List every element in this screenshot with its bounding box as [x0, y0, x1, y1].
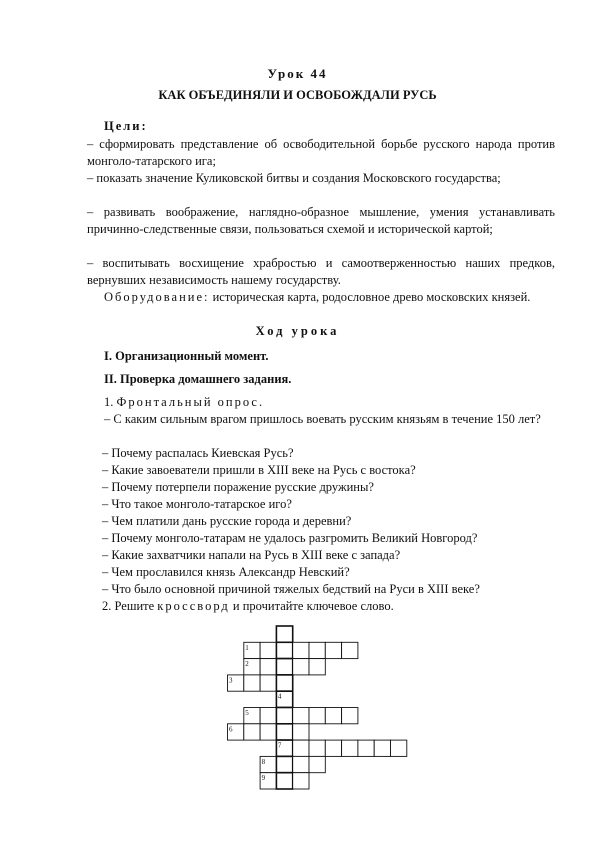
- crossword-cell[interactable]: [260, 724, 276, 740]
- goal-item-2: – показать значение Куликовской битвы и создания Московского государства;: [87, 171, 501, 185]
- crossword-cell[interactable]: [309, 740, 325, 756]
- crossword-number-label: 9: [261, 774, 266, 783]
- crossword-cell[interactable]: [260, 708, 276, 724]
- question-5: – Что такое монголо-татарское иго?: [102, 497, 292, 511]
- goal-item-3: – развивать воображение, наглядно-образное мышление, умения устанавливать причинно-следственные связи, пользоваться схемой и исторической картой;: [87, 205, 555, 236]
- crossword-number-label: 8: [261, 757, 266, 766]
- crossword-number-label: 7: [277, 741, 282, 750]
- crossword-number-label: 1: [245, 643, 249, 652]
- lesson-title: КАК ОБЪЕДИНЯЛИ И ОСВОБОЖДАЛИ РУСЬ: [158, 88, 437, 102]
- crossword-cell[interactable]: [260, 642, 276, 658]
- crossword-cell[interactable]: [260, 659, 276, 675]
- crossword-key-cell[interactable]: [276, 708, 292, 724]
- survey-number: 1.: [104, 395, 114, 409]
- crossword-cell[interactable]: [293, 756, 309, 772]
- section-homework: II. Проверка домашнего задания.: [104, 372, 292, 386]
- crossword-cell[interactable]: [293, 659, 309, 675]
- question-3: – Какие завоеватели пришли в XIII веке на Русь с востока?: [102, 463, 416, 477]
- crossword-cell[interactable]: [309, 642, 325, 658]
- crossword-cell[interactable]: [342, 740, 358, 756]
- crossword-cell[interactable]: [244, 675, 260, 691]
- crossword-cell[interactable]: [309, 659, 325, 675]
- crossword-cell[interactable]: [260, 675, 276, 691]
- goal-item-4: – воспитывать восхищение храбростью и самоотверженностью наших предков, вернувших независимость нашему государству.: [87, 256, 555, 287]
- crossword-number-label: 5: [245, 709, 249, 717]
- crossword-key-cell[interactable]: [276, 675, 292, 691]
- question-4: – Почему потерпели поражение русские дружины?: [102, 480, 374, 494]
- section-org: I. Организационный момент.: [104, 349, 269, 363]
- crossword-task-suffix: и прочитайте ключевое слово.: [232, 599, 394, 613]
- crossword-number-label: 6: [229, 725, 233, 734]
- survey-label: Фронтальный опрос.: [116, 395, 265, 409]
- crossword-task-prefix: 2. Решите: [102, 599, 155, 613]
- question-8: – Какие захватчики напали на Русь в XIII веке с запада?: [102, 548, 401, 562]
- course-heading: Ход урока: [255, 324, 340, 338]
- question-6: – Чем платили дань русские города и деревни?: [102, 514, 352, 528]
- crossword-key-cell[interactable]: [276, 659, 292, 675]
- crossword-key-cell[interactable]: [276, 626, 292, 642]
- crossword-key-cell[interactable]: [276, 756, 292, 772]
- question-7: – Почему монголо-татарам не удалось разгромить Великий Новгород?: [102, 531, 478, 545]
- crossword-cell[interactable]: [293, 773, 309, 789]
- crossword-cell[interactable]: [244, 724, 260, 740]
- crossword-cell[interactable]: [342, 708, 358, 724]
- lesson-number: Урок 44: [267, 66, 328, 81]
- crossword-cell[interactable]: [358, 740, 374, 756]
- goal-item-1: – сформировать представление об освободительной борьбе русского народа против монголо-татарского ига;: [87, 137, 555, 168]
- equipment-label: Оборудование:: [104, 290, 210, 304]
- crossword-cell[interactable]: [325, 642, 341, 658]
- question-2: – Почему распалась Киевская Русь?: [102, 446, 294, 460]
- crossword-cell[interactable]: [391, 740, 407, 756]
- crossword-cell[interactable]: [309, 756, 325, 772]
- crossword-cell[interactable]: [293, 642, 309, 658]
- crossword-key-cell[interactable]: [276, 724, 292, 740]
- crossword-cell[interactable]: [293, 740, 309, 756]
- crossword-key-cell[interactable]: [276, 642, 292, 658]
- crossword-cell[interactable]: [325, 708, 341, 724]
- question-9: – Чем прославился князь Александр Невский?: [102, 565, 350, 579]
- crossword-task-word: кроссворд: [157, 599, 230, 613]
- crossword-cell[interactable]: [309, 708, 325, 724]
- crossword-number-label: 4: [277, 692, 282, 701]
- goals-label: Цели:: [104, 119, 148, 133]
- crossword-cell[interactable]: [325, 740, 341, 756]
- crossword-number-label: 2: [245, 660, 249, 669]
- question-10: – Что было основной причиной тяжелых бедствий на Руси в XIII веке?: [102, 582, 480, 596]
- crossword-cell[interactable]: [293, 708, 309, 724]
- crossword-number-label: 3: [229, 676, 233, 685]
- crossword-cell[interactable]: [374, 740, 390, 756]
- crossword-cell[interactable]: [293, 724, 309, 740]
- crossword-cell[interactable]: [342, 642, 358, 658]
- crossword-key-cell[interactable]: [276, 773, 292, 789]
- question-1: – С каким сильным врагом пришлось воевать русским князьям в течение 150 лет?: [104, 412, 541, 426]
- equipment-text: историческая карта, родословное древо московских князей.: [212, 290, 531, 304]
